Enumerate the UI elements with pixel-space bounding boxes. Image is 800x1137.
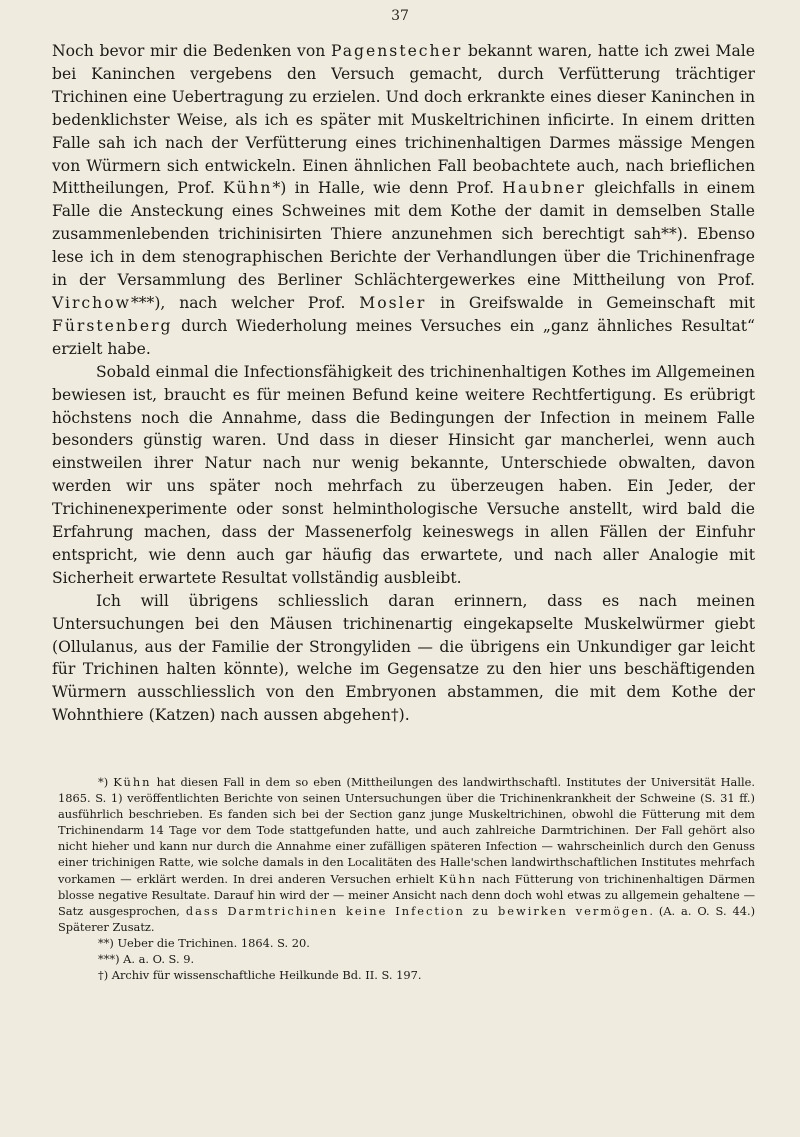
main-text <box>52 40 755 727</box>
paragraph-2: Sobald einmal die Infectionsfähigkeit des trichinenhaltigen Kothes im Allgemeinen bewiesen ist, braucht es für meinen Befund keine weitere Rechtfertigung. Es erübrigt höchstens noch die Annahme, dass die Bedingungen der Infection in meinem Falle besonders günstig waren. Und dass in dieser Hinsicht gar mancherlei, wenn auch einstweilen ihrer Natur nach nur wenig bekannte, Unterschiede obwalten, davon werden wir uns später noch mehrfach zu überzeugen haben. Ein Jeder, der Trichinenexperimente oder sonst helminthologische Versuche anstellt, wird bald die Erfahrung machen, dass der Massenerfolg keineswegs in allen Fällen der Einfuhr entspricht, wie denn auch gar häufig das erwartete, und nach aller Analogie mit Sicherheit erwartete Resultat vollständig ausbleibt. <box>52 362 755 587</box>
footnote-1: *) Kühn hat diesen Fall in dem so eben (Mittheilungen des landwirthschaftl. Institutes der Universität Halle. 1865. S. 1) veröffentlichten Berichte von seinen Untersuchungen über die Trichinenkrankheit der Schweine (S. 31 ff.) ausführlich beschrieben. Es fanden sich bei der Section ganz junge Muskeltrichinen, obwohl die Fütterung mit dem Trichinendarm 14 Tage vor dem Tode stattgefunden hatte, und auch zahlreiche Darmtrichinen. Der Fall gehört also nicht hieher und kann nur durch die Annahme einer zufälligen späteren Infection — wahrscheinlich durch den Genuss einer trichinigen Ratte, wie solche damals in den Localitäten des Halle'schen landwirthschaftlichen Institutes mehrfach vorkamen — erklärt werden. In drei anderen Versuchen erhielt Kühn nach Fütterung von trichinenhaltigen Därmen blosse negative Resultate. Darauf hin wird der — meiner Ansicht nach denn doch wohl etwas zu allgemein gehaltene — Satz ausgesprochen, dass Darmtrichinen keine Infection zu bewirken vermögen. (A. a. O. S. 44.) Späterer Zusatz. <box>58 775 756 934</box>
author-name: Mosler <box>359 293 427 312</box>
paragraph-1: Noch bevor mir die Bedenken von Pagenstecher bekannt waren, hatte ich zwei Male bei Kaninchen vergebens den Versuch gemacht, durch Verfütterung trächtiger Trichinen eine Uebertragung zu erzielen. Und doch erkrankte eines dieser Kaninchen in bedenklichster Weise, als ich es später mit Muskeltrichinen inficirte. In einem dritten Falle sah ich nach der Verfütterung eines trichinenhaltigen Darmes mässige Mengen von Würmern sich entwickeln. Einen ähnlichen Fall beobachtete auch, nach brieflichen Mittheilungen, Prof. Kühn*) in Halle, wie denn Prof. Haubner gleichfalls in einem Falle die Ansteckung eines Schweines mit dem Kothe der damit in demselben Stalle zusammenlebenden trichinisirten Thiere anzunehmen sich berechtigt sah**). Ebenso lese ich in dem stenographischen Berichte der Verhandlungen über die Trichinenfrage in der Versammlung des Berliner Schlächtergewerkes eine Mittheilung von Prof. Virchow***), nach welcher Prof. Mosler in Greifswalde in Gemeinschaft mit Fürstenberg durch Wiederholung meines Versuches ein „ganz ähnliches Resultat“ erzielt habe. <box>52 42 755 358</box>
emphasized-statement: dass Darmtrichinen keine Infection zu bewirken vermögen <box>185 903 650 918</box>
author-name: Pagenstecher <box>330 42 463 60</box>
footnote-2: **) Ueber die Trichinen. 1864. S. 20. <box>98 935 310 950</box>
author-name: Kühn <box>438 871 478 886</box>
author-name: Fürstenberg <box>52 316 173 335</box>
author-name: Haubner <box>502 179 586 198</box>
footnote-4: †) Archiv für wissenschaftliche Heilkunde Bd. II. S. 197. <box>98 968 422 983</box>
footnotes <box>58 774 755 983</box>
author-name: Kühn <box>113 775 152 789</box>
page-number: 37 <box>391 8 409 24</box>
author-name: Virchow <box>52 293 131 312</box>
paragraph-3: Ich will übrigens schliesslich daran erinnern, dass es nach meinen Untersuchungen bei den Mäusen trichinenartig eingekapselte Muskelwürmer giebt (Ollulanus, aus der Familie der Strongyliden — die übrigens ein Unkundiger gar leicht für Trichinen halten könnte), welche im Gegensatze zu den hier uns beschäftigenden Würmern ausschliesslich von den Embryonen abstammen, die mit dem Kothe der Wohnthiere (Katzen) nach aussen abgehen†). <box>52 591 755 725</box>
author-name: Kühn <box>223 179 273 198</box>
footnote-3: ***) A. a. O. S. 9. <box>98 952 195 967</box>
